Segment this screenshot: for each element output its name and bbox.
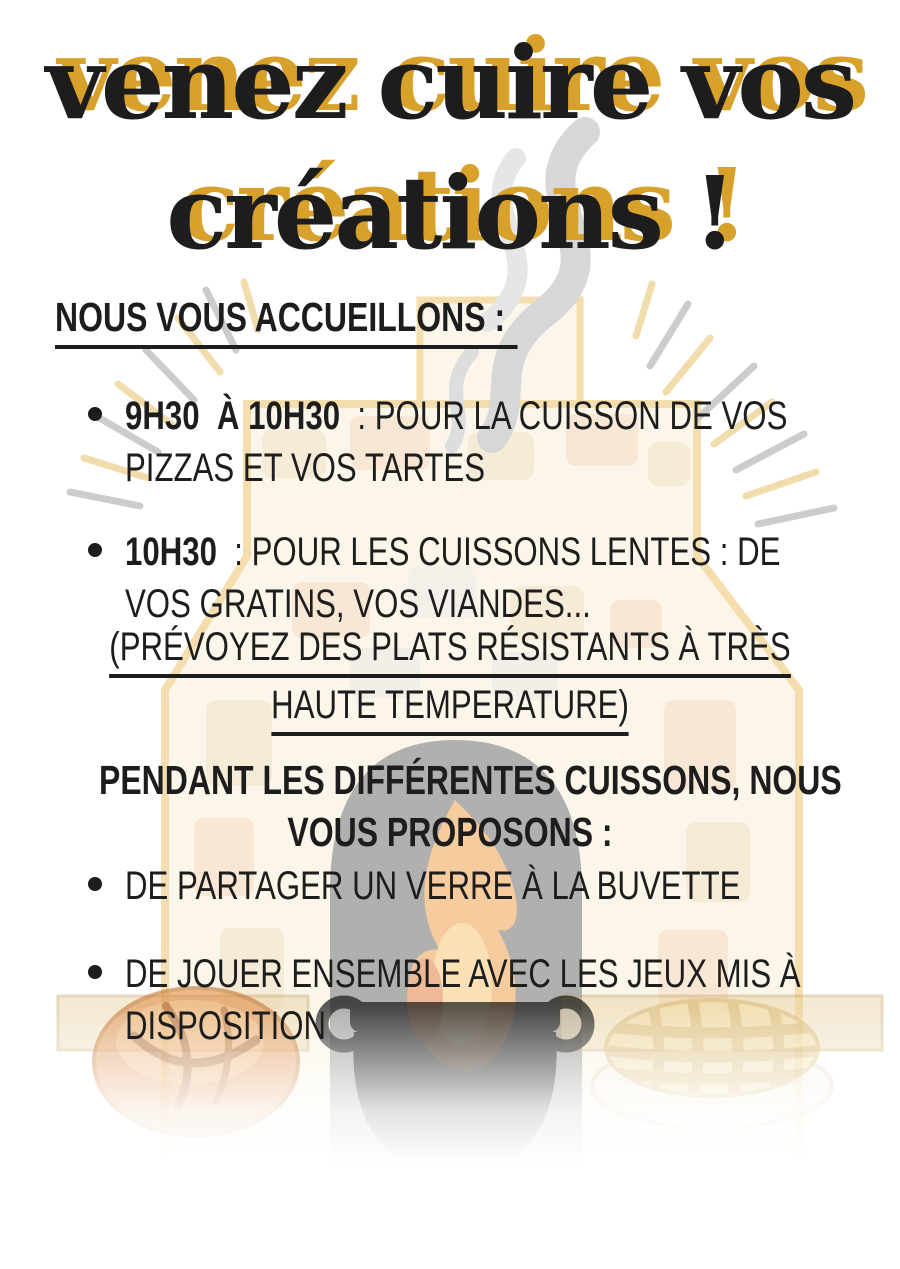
activity-item-text: [125, 860, 890, 912]
activity-item-games: [88, 948, 890, 1052]
bullet-dot: [88, 543, 102, 557]
schedule-time: 9H30 À 10H30: [125, 394, 341, 438]
during-heading-line2: VOUS PROPOSONS :: [287, 809, 613, 855]
title-line2: créations !: [166, 154, 734, 272]
bullet-dot: [88, 877, 102, 891]
poster-title: [0, 18, 900, 278]
activity-desc: DE JOUER ENSEMBLE AVEC LES JEUX MIS À: [125, 952, 801, 996]
schedule-time: 10H30: [125, 530, 217, 574]
during-heading: [0, 754, 900, 858]
welcome-heading-label: NOUS VOUS ACCUEILLONS :: [55, 294, 518, 349]
schedule-desc-line2: VOS GRATINS, VOS VIANDES...: [125, 582, 591, 626]
bullet-dot: [88, 965, 102, 979]
schedule-item-text: [125, 390, 890, 494]
bullet-dot: [88, 407, 102, 421]
during-heading-line1: PENDANT LES DIFFÉRENTES CUISSONS, NOUS: [99, 757, 842, 803]
welcome-heading: [55, 292, 648, 342]
schedule-item-pizzas: [88, 390, 890, 494]
schedule-item-slow-cooking: [88, 526, 890, 630]
activity-desc: DE PARTAGER UN VERRE À LA BUVETTE: [125, 864, 741, 908]
schedule-desc: : POUR LES CUISSONS LENTES : DE: [216, 530, 781, 574]
heat-warning-note: [0, 618, 900, 734]
schedule-item-text: [125, 526, 890, 630]
title-line1: venez cuire vos: [45, 24, 855, 142]
schedule-desc-line2: PIZZAS ET VOS TARTES: [125, 446, 486, 490]
heat-warning-line2: HAUTE TEMPERATURE): [271, 683, 629, 736]
heat-warning-line1: (PRÉVOYEZ DES PLATS RÉSISTANTS À TRÈS: [109, 625, 790, 678]
activity-item-drinks: [88, 860, 890, 912]
activity-item-text: [125, 948, 890, 1052]
schedule-desc: : POUR LA CUISSON DE VOS: [340, 394, 788, 438]
activity-desc-line2: DISPOSITION: [125, 1004, 327, 1048]
